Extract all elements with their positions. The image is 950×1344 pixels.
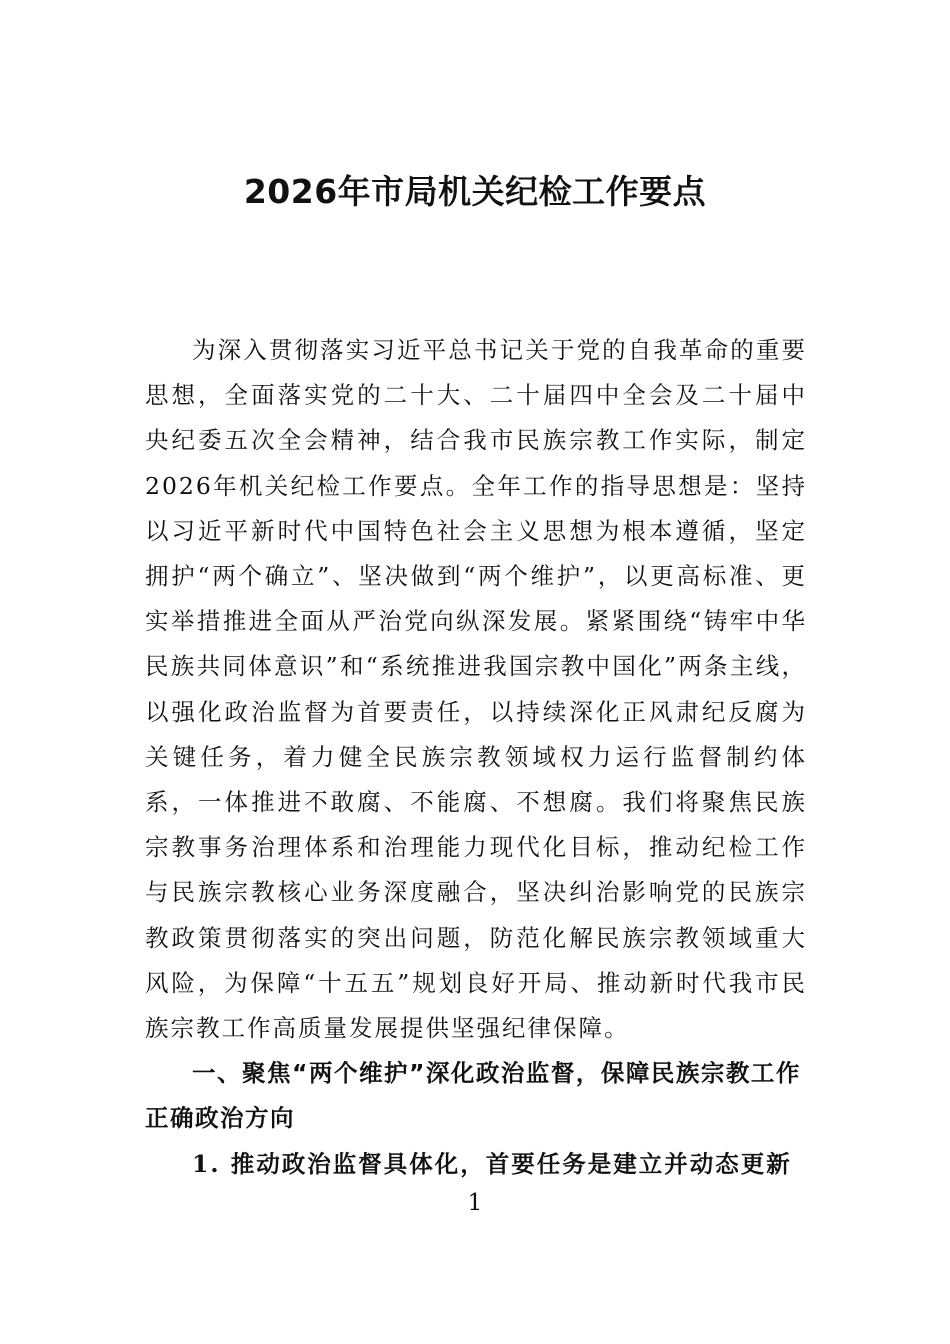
subsection-heading: 1. 推动政治监督具体化，首要任务是建立并动态更新	[192, 1149, 792, 1178]
page-number: 1	[467, 1190, 483, 1216]
document-title: 2026年市局机关纪检工作要点	[243, 172, 707, 211]
intro-paragraph: 为深入贯彻落实习近平总书记关于党的自我革命的重要思想，全面落实党的二十大、二十届四中全会及二十届中央纪委五次全会精神，结合我市民族宗教工作实际，制定2026年机关纪检工作要点。全年工作的指导思想是：坚持以习近平新时代中国特色社会主义思想为根本遵循，坚定拥护“两个确立”、坚决做到“两个维护”，以更高标准、更实举措推进全面从严治党向纵深发展。紧紧围绕“铸牢中华民族共同体意识”和“系统推进我国宗教中国化”两条主线，以强化政治监督为首要责任，以持续深化正风肃纪反腐为关键任务，着力健全民族宗教领域权力运行监督制约体系，一体推进不敢腐、不能腐、不想腐。我们将聚焦民族宗教事务治理体系和治理能力现代化目标，推动纪检工作与民族宗教核心业务深度融合，坚决纠治影响党的民族宗教政策贯彻落实的突出问题，防范化解民族宗教领域重大风险，为保障“十五五”规划良好开局、推动新时代我市民族宗教工作高质量发展提供坚强纪律保障。	[145, 336, 807, 1043]
section-heading: 一、聚焦“两个维护”深化政治监督，保障民族宗教工作正确政治方向	[145, 1059, 801, 1133]
document-body	[145, 328, 807, 1187]
